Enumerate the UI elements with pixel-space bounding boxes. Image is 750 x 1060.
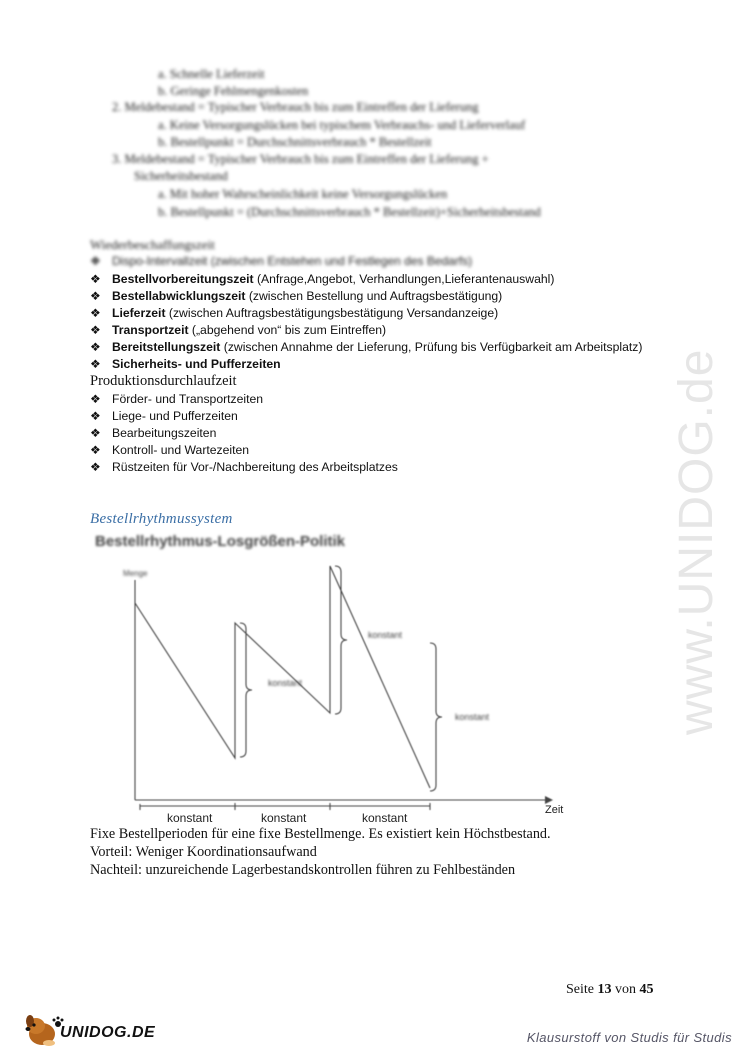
list-item: ❖ Transportzeit („abgehend von“ bis zum Eintreffen) bbox=[90, 323, 387, 337]
brace-label: konstant bbox=[268, 678, 303, 688]
outline-line: Sicherheitsbestand bbox=[134, 169, 228, 183]
list-item: ❖ Rüstzeiten für Vor-/Nachbereitung des Arbeitsplatzes bbox=[90, 460, 398, 474]
brace-label: konstant bbox=[455, 712, 490, 722]
outline-line: 3. Meldebestand = Typischer Verbrauch bis zum Eintreffen der Lieferung + bbox=[112, 152, 489, 166]
y-axis-label: Menge bbox=[123, 569, 148, 578]
stock-curve bbox=[135, 566, 430, 788]
bestellrhythmus-figure bbox=[85, 528, 585, 826]
figure-title: Bestellrhythmus-Losgrößen-Politik bbox=[95, 533, 346, 550]
produktion-heading: Produktionsdurchlaufzeit bbox=[90, 373, 237, 389]
logo-text: UNIDOG.DE bbox=[60, 1024, 156, 1041]
list-item: ❖ Bearbeitungszeiten bbox=[90, 426, 217, 440]
outline-line: 2. Meldebestand = Typischer Verbrauch bis zum Eintreffen der Lieferung bbox=[112, 100, 479, 114]
footer-tagline: Klausurstoff von Studis für Studis bbox=[526, 1030, 732, 1045]
list-item: ❖ Bestellabwicklungszeit (zwischen Bestellung und Auftragsbestätigung) bbox=[90, 289, 503, 303]
list-item: ❖ Lieferzeit (zwischen Auftragsbestätigungsbestätigung Versandanzeige) bbox=[90, 306, 499, 320]
outline-line: a. Mit hoher Wahrscheinlichkeit keine Versorgungslücken bbox=[158, 187, 448, 201]
outline-line: b. Geringe Fehlmengenkosten bbox=[158, 84, 309, 98]
list-item: ❖ Liege- und Pufferzeiten bbox=[90, 409, 238, 423]
x-axis-label: Zeit bbox=[545, 804, 564, 816]
blurred-heading: Wiederbeschaffungszeit bbox=[90, 237, 215, 252]
brace bbox=[335, 566, 347, 714]
brace-label: konstant bbox=[368, 630, 403, 640]
outline-line: a. Keine Versorgungslücken bei typischem Verbrauchs- und Lieferverlauf bbox=[158, 118, 526, 132]
list-item: ❖ Sicherheits- und Pufferzeiten bbox=[90, 357, 281, 371]
body-line: Fixe Bestellperioden für eine fixe Bestellmenge. Es existiert kein Höchstbestand. bbox=[90, 826, 551, 842]
outline-line: a. Schnelle Lieferzeit bbox=[158, 67, 265, 81]
brace bbox=[430, 643, 442, 791]
period-label: konstant bbox=[261, 811, 307, 825]
body-line: Vorteil: Weniger Koordinationsaufwand bbox=[90, 844, 317, 860]
svg-text:www.UNIDOG.de: www.UNIDOG.de bbox=[670, 348, 723, 735]
list-item: ❖ Förder- und Transportzeiten bbox=[90, 392, 264, 406]
watermark bbox=[640, 280, 750, 740]
brace bbox=[240, 623, 252, 757]
blurred-first-bullet: ❖ Dispo-Intervallzeit (zwischen Entstehen und Festlegen des Bedarfs) bbox=[90, 254, 473, 268]
outline-line: b. Bestellpunkt = Durchschnittsverbrauch * Bestellzeit bbox=[158, 135, 432, 149]
period-label: konstant bbox=[167, 811, 213, 825]
body-line: Nachteil: unzureichende Lagerbestandskontrollen führen zu Fehlbeständen bbox=[90, 862, 516, 878]
section-title: Bestellrhythmussystem bbox=[90, 511, 233, 527]
page-number: Seite 13 von 45 bbox=[566, 982, 654, 997]
list-item: ❖ Kontroll- und Wartezeiten bbox=[90, 443, 250, 457]
list-item: ❖ Bereitstellungszeit (zwischen Annahme der Lieferung, Prüfung bis Verfügbarkeit am Arbeitsplatz) bbox=[90, 340, 643, 354]
list-item: ❖ Bestellvorbereitungszeit (Anfrage,Angebot, Verhandlungen,Lieferantenauswahl) bbox=[90, 272, 555, 286]
period-label: konstant bbox=[362, 811, 408, 825]
unidog-logo bbox=[22, 1012, 192, 1048]
outline-line: b. Bestellpunkt = (Durchschnittsverbrauch * Bestellzeit)+Sicherheitsbestand bbox=[158, 205, 541, 219]
